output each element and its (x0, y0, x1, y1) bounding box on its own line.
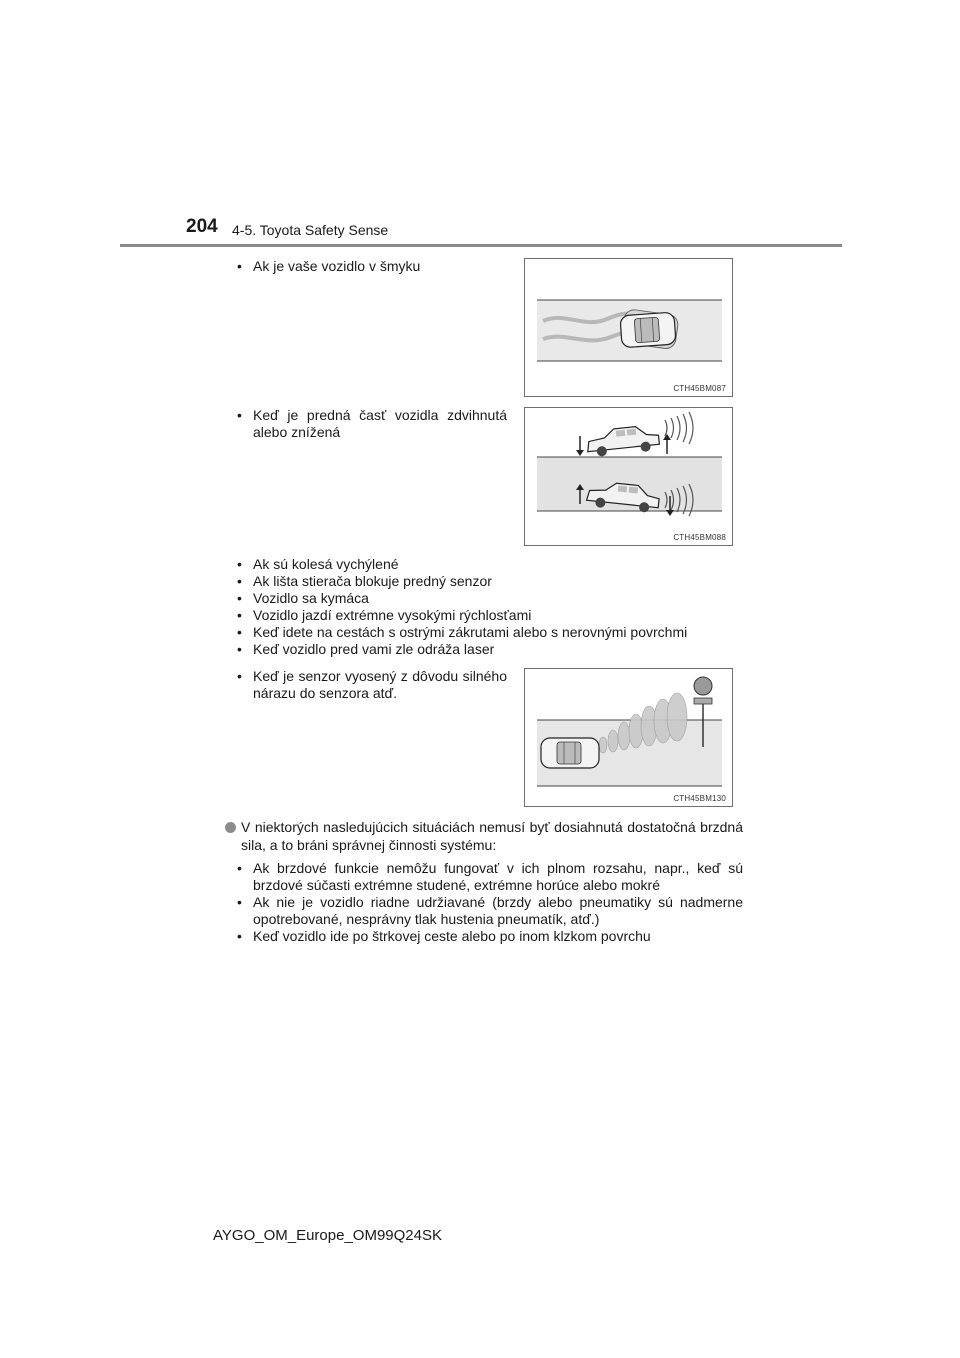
figure-code: CTH45BM130 (673, 794, 726, 803)
figure-code: CTH45BM087 (673, 384, 726, 393)
section-title: 4-5. Toyota Safety Sense (232, 222, 389, 238)
figure-skidding-car (524, 258, 733, 397)
section-bullet-icon (225, 822, 236, 833)
list-item: • Ak sú kolesá vychýlené (237, 556, 399, 572)
list-item: • Ak je vaše vozidlo v šmyku (237, 258, 421, 274)
list-item: • Keď vozidlo pred vami zle odráža laser (237, 641, 495, 657)
list-item: • Keď vozidlo ide po štrkovej ceste alebo po inom klzkom povrchu (237, 928, 651, 944)
figure-code: CTH45BM088 (673, 533, 726, 542)
list-item: • Ak lišta stierača blokuje predný senzor (237, 573, 492, 589)
figure-vehicle-pitch (524, 407, 733, 546)
list-item: • Keď je predná časť vozidla zdvihnutá alebo znížená (237, 407, 507, 440)
header-divider (120, 244, 842, 247)
braking-intro: V niektorých nasledujúcich situáciách nemusí byť dosiahnutá dostatočná brzdná sila, a to bráni správnej činnosti systému: (241, 819, 743, 853)
list-item: • Ak brzdové funkcie nemôžu fungovať v ich plnom rozsahu, napr., keď sú brzdové súčasti extrémne studené, extrémne horúce alebo mokré (237, 860, 743, 893)
list-item: • Vozidlo jazdí extrémne vysokými rýchlosťami (237, 607, 532, 623)
figure-misaligned-sensor (524, 668, 733, 807)
list-item: • Keď je senzor vyosený z dôvodu silného nárazu do senzora atď. (237, 668, 507, 701)
list-item: • Vozidlo sa kymáca (237, 590, 369, 606)
list-item: • Ak nie je vozidlo riadne udržiavané (brzdy alebo pneumatiky sú nadmerne opotrebované, nesprávny tlak hustenia pneumatík, atď.) (237, 894, 743, 927)
list-item: • Keď idete na cestách s ostrými zákrutami alebo s nerovnými povrchmi (237, 624, 688, 640)
document-code: AYGO_OM_Europe_OM99Q24SK (213, 1227, 442, 1244)
page-number: 204 (186, 216, 218, 237)
